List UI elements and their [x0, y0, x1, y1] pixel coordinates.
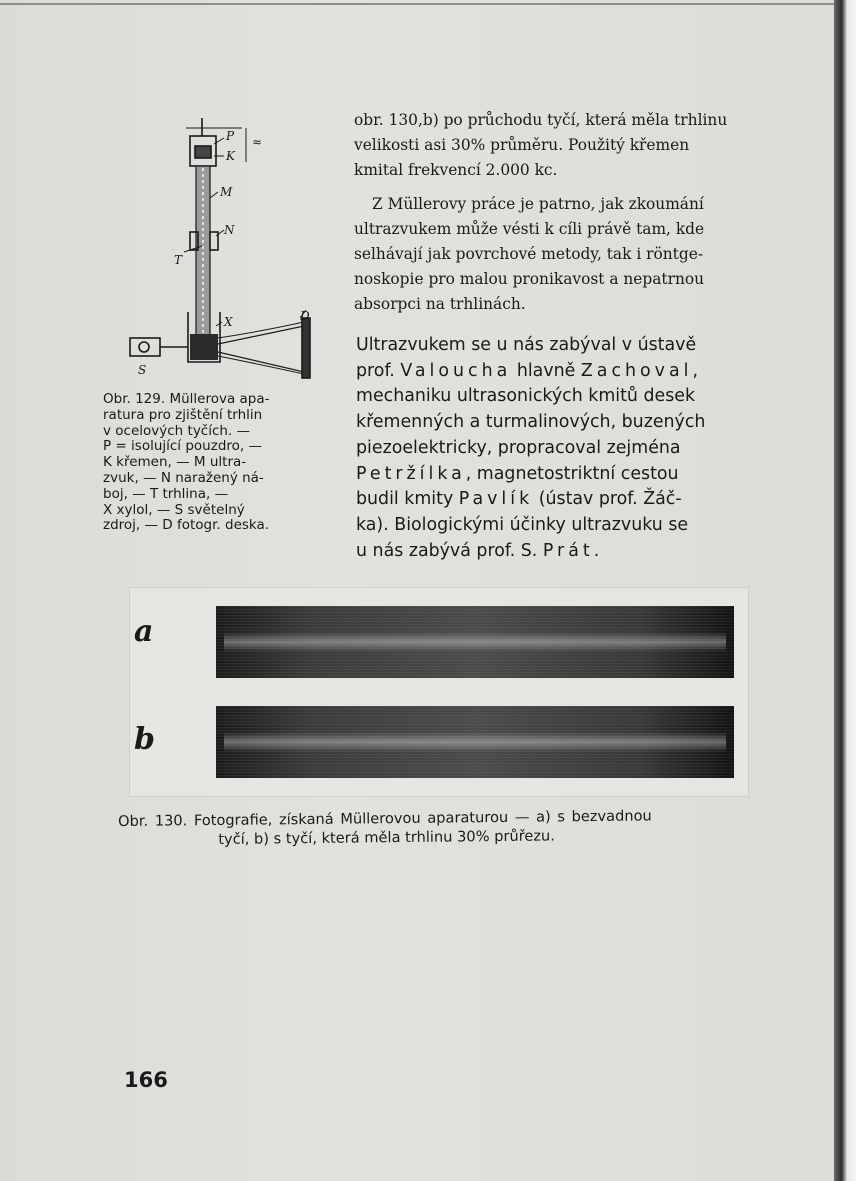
figure-130-caption	[118, 805, 768, 850]
text-span: , magnetostriktní cestou	[465, 463, 679, 484]
text-line: mechaniku ultrasonických kmitů desek	[356, 386, 696, 407]
figure-129-diagram	[118, 112, 326, 384]
figure-130-photo	[130, 588, 748, 796]
text-line	[356, 539, 758, 565]
name-petrzilka: Petržílka	[356, 463, 466, 484]
text-span: .	[593, 540, 600, 561]
text-span: budil kmity	[356, 489, 459, 510]
caption-line: Obr. 129. Müllerova apa-	[103, 391, 270, 407]
text-line: velikosti asi 30% průměru. Použitý křemen	[354, 136, 690, 154]
photo-strip-a	[216, 606, 734, 678]
label-P: P	[226, 129, 235, 143]
name-valoucha: Valoucha	[400, 360, 512, 381]
text-line: Ultrazvukem se u nás zabýval v ústavě	[356, 335, 697, 355]
name-zachoval: Zachoval,	[580, 360, 702, 381]
svg-text:≈: ≈	[252, 135, 263, 149]
text-span: prof.	[356, 360, 401, 381]
figure-129-caption	[103, 392, 333, 534]
caption-line: zdroj, — D fotogr. deska.	[103, 517, 270, 534]
text-line: ultrazvukem může vésti k cíli právě tam, kde	[354, 220, 705, 238]
text-line: křemenných a turmalinových, buzených	[356, 412, 706, 433]
page-number: 166	[124, 1068, 168, 1092]
photo-strip-b	[216, 706, 734, 778]
caption-line: zvuk, — N naražený ná-	[103, 469, 264, 486]
label-S: S	[138, 363, 147, 377]
name-pavlik: Pavlík	[458, 489, 534, 510]
text-line: ka). Biologickými účinky ultrazvuku se	[356, 514, 689, 535]
top-rule	[0, 3, 834, 5]
text-line: obr. 130,b) po průchodu tyčí, která měla trhlinu	[354, 111, 728, 129]
text-line: absorpci na trhlinách.	[354, 295, 526, 313]
caption-line: tyčí, b) s tyčí, která měla trhlinu 30% průřezu.	[218, 827, 555, 848]
page-edge	[834, 0, 856, 1181]
label-M: M	[220, 185, 233, 199]
label-N: N	[224, 223, 235, 237]
caption-line: P = isolující pouzdro, —	[103, 438, 262, 455]
text-line: Z Müllerovy práce je patrno, jak zkoumání	[372, 195, 704, 213]
name-prat: Prát	[542, 540, 594, 561]
text-span: (ústav prof. Žáč-	[533, 489, 682, 510]
caption-line: X xylol, — S světelný	[103, 501, 245, 518]
text-line: piezoelektricky, propracoval zejména	[356, 437, 681, 458]
caption-line: Obr. 130. Fotografie, získaná Müllerovou aparaturou — a) s bezvadnou	[118, 807, 652, 830]
label-a: a	[134, 614, 154, 649]
text-span: hlavně	[511, 360, 581, 381]
caption-line: v ocelových tyčích. —	[103, 422, 251, 439]
caption-line: boj, — T trhlina, —	[103, 485, 229, 502]
text-line: noskopie pro malou pronikavost a nepatrnou	[354, 270, 705, 288]
body-text	[354, 108, 756, 317]
label-D: D	[300, 309, 310, 323]
text-span: u nás zabývá prof. S.	[356, 540, 543, 561]
text-line	[356, 359, 758, 385]
caption-line: K křemen, — M ultra-	[103, 454, 247, 471]
text-line	[356, 462, 758, 488]
text-line	[356, 487, 758, 513]
label-T: T	[174, 253, 183, 267]
label-b: b	[134, 722, 155, 757]
label-K: K	[226, 149, 235, 163]
caption-line: ratura pro zjištění trhlin	[103, 406, 263, 423]
history-paragraph	[356, 333, 758, 564]
text-line: selhávají jak povrchové metody, tak i röntge-	[354, 245, 704, 263]
text-line: kmital frekvencí 2.000 kc.	[354, 161, 558, 179]
label-X: X	[224, 315, 233, 329]
